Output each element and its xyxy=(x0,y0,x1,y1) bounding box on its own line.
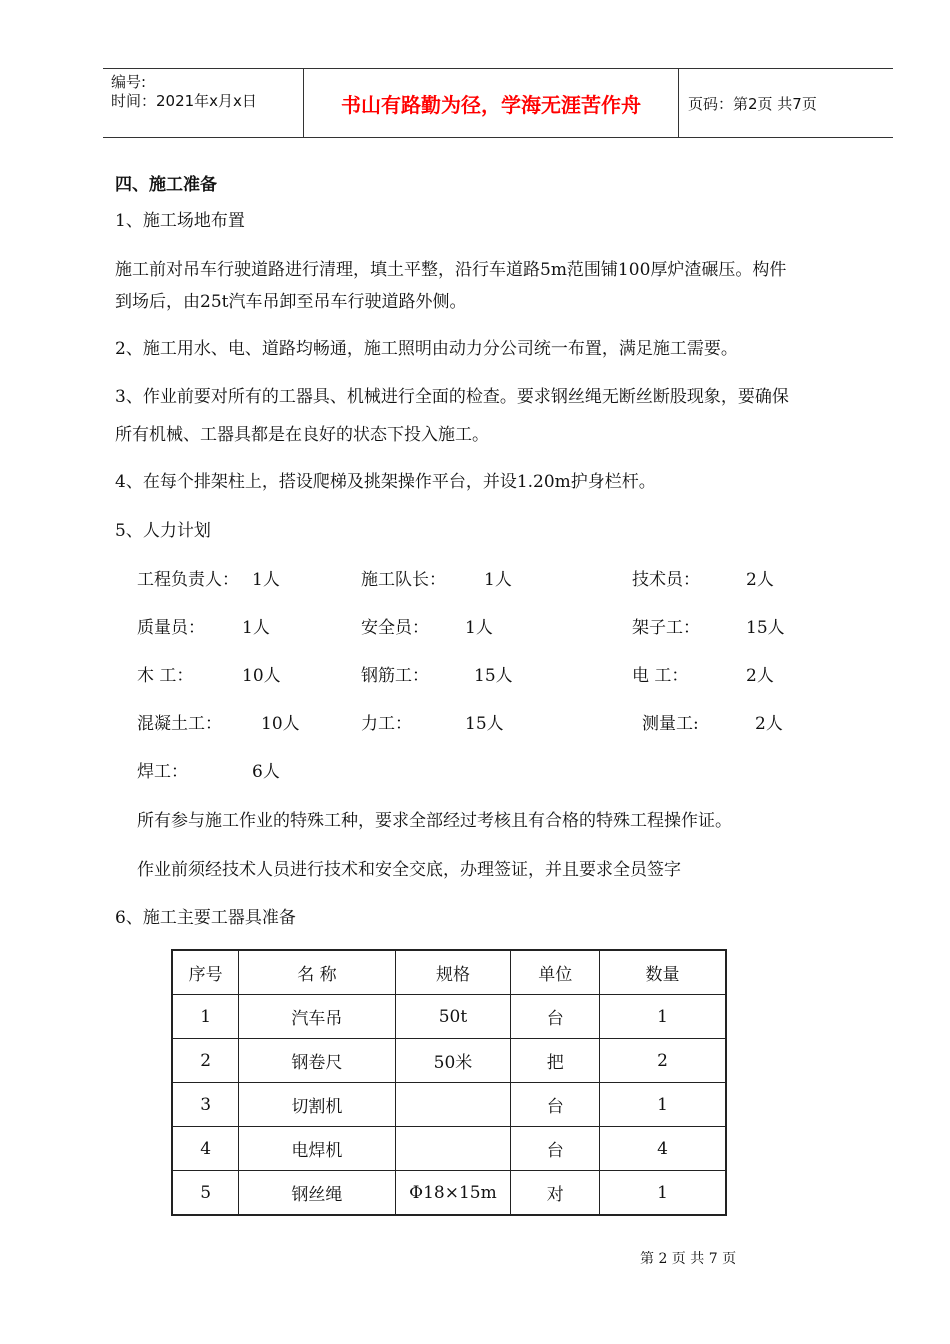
table-cell xyxy=(395,1083,511,1127)
table-cell: 汽车吊 xyxy=(239,995,395,1039)
table-header-row xyxy=(172,950,726,995)
table-cell: 1 xyxy=(600,1083,726,1127)
item-3-line-1: 3、作业前要对所有的工器具、机械进行全面的检查。要求钢丝绳无断丝断股现象，要确保 xyxy=(115,387,789,407)
staff-role: 电 工： xyxy=(632,666,689,686)
header-cell: 名 称 xyxy=(239,950,395,995)
staff-role: 技术员： xyxy=(632,570,700,590)
table-cell: 台 xyxy=(511,1127,600,1171)
table-cell: 50米 xyxy=(395,1039,511,1083)
staff-count: 10人 xyxy=(261,714,300,734)
tools-table xyxy=(171,949,727,1216)
header-page-number: 页码：第2页 共7页 xyxy=(688,94,817,113)
staff-count: 6人 xyxy=(252,762,280,782)
staff-role: 木 工： xyxy=(137,666,194,686)
table-cell: 4 xyxy=(600,1127,726,1171)
staff-count: 1人 xyxy=(242,618,270,638)
table-row xyxy=(172,1039,726,1083)
table-cell: 把 xyxy=(511,1039,600,1083)
time-label: 时间：2021年x月x日 xyxy=(111,92,257,110)
staff-role: 工程负责人： xyxy=(137,570,239,590)
table-cell: 对 xyxy=(511,1171,600,1216)
staff-role: 测量工: xyxy=(642,714,699,734)
table-row xyxy=(172,1083,726,1127)
item-5-note-2: 作业前须经技术人员进行技术和安全交底，办理签证，并且要求全员签字 xyxy=(137,860,681,880)
table-row xyxy=(172,1171,726,1216)
table-cell: 钢丝绳 xyxy=(239,1171,395,1216)
staff-role: 质量员： xyxy=(137,618,205,638)
table-cell: 4 xyxy=(172,1127,239,1171)
header-cell: 单位 xyxy=(511,950,600,995)
staff-count: 1人 xyxy=(465,618,493,638)
table-cell: 电焊机 xyxy=(239,1127,395,1171)
staff-role: 钢筋工： xyxy=(361,666,429,686)
staff-count: 15人 xyxy=(474,666,513,686)
item-1-body-line-1: 施工前对吊车行驶道路进行清理，填土平整，沿行车道路5m范围铺100厚炉渣碾压。构件 xyxy=(115,260,787,280)
table-cell: 1 xyxy=(172,995,239,1039)
item-2: 2、施工用水、电、道路均畅通，施工照明由动力分公司统一布置，满足施工需要。 xyxy=(115,339,738,359)
staff-count: 1人 xyxy=(484,570,512,590)
item-1-title: 1、施工场地布置 xyxy=(115,211,245,231)
staff-count: 1人 xyxy=(252,570,280,590)
staff-role: 安全员： xyxy=(361,618,429,638)
staff-role: 架子工： xyxy=(632,618,700,638)
table-row xyxy=(172,995,726,1039)
page-header xyxy=(103,68,893,138)
staff-count: 2人 xyxy=(755,714,783,734)
header-cell: 数量 xyxy=(600,950,726,995)
table-cell: 钢卷尺 xyxy=(239,1039,395,1083)
item-6-title: 6、施工主要工器具准备 xyxy=(115,908,296,928)
item-3-line-2: 所有机械、工器具都是在良好的状态下投入施工。 xyxy=(115,425,489,445)
table-cell: 台 xyxy=(511,1083,600,1127)
header-cell: 规格 xyxy=(395,950,511,995)
staff-role: 施工队长： xyxy=(361,570,446,590)
staff-role: 焊工： xyxy=(137,762,188,782)
staff-role: 力工： xyxy=(361,714,412,734)
table-row xyxy=(172,1127,726,1171)
staff-count: 15人 xyxy=(465,714,504,734)
staff-count: 10人 xyxy=(242,666,281,686)
table-cell: 5 xyxy=(172,1171,239,1216)
table-cell: 50t xyxy=(395,995,511,1039)
staff-role: 混凝土工： xyxy=(137,714,222,734)
item-1-body-line-2: 到场后，由25t汽车吊卸至吊车行驶道路外侧。 xyxy=(115,292,467,312)
item-4: 4、在每个排架柱上，搭设爬梯及挑架操作平台，并设1.20m护身栏杆。 xyxy=(115,472,656,492)
table-cell: 1 xyxy=(600,1171,726,1216)
table-cell: 台 xyxy=(511,995,600,1039)
table-cell: Φ18×15m xyxy=(395,1171,511,1216)
item-5-title: 5、人力计划 xyxy=(115,521,211,541)
header-info-cell xyxy=(103,69,304,137)
staff-count: 2人 xyxy=(746,570,774,590)
table-cell: 2 xyxy=(172,1039,239,1083)
table-cell: 切割机 xyxy=(239,1083,395,1127)
page-footer: 第 2 页 共 7 页 xyxy=(640,1251,737,1267)
header-cell: 序号 xyxy=(172,950,239,995)
item-5-note-1: 所有参与施工作业的特殊工种，要求全部经过考核且有合格的特殊工程操作证。 xyxy=(137,811,732,831)
table-cell xyxy=(395,1127,511,1171)
table-cell: 1 xyxy=(600,995,726,1039)
table-cell: 3 xyxy=(172,1083,239,1127)
table-cell: 2 xyxy=(600,1039,726,1083)
header-motto: 书山有路勤为径，学海无涯苦作舟 xyxy=(304,69,679,137)
staff-count: 2人 xyxy=(746,666,774,686)
section-title: 四、施工准备 xyxy=(115,175,217,195)
serial-label: 编号: xyxy=(111,73,147,91)
staff-count: 15人 xyxy=(746,618,785,638)
